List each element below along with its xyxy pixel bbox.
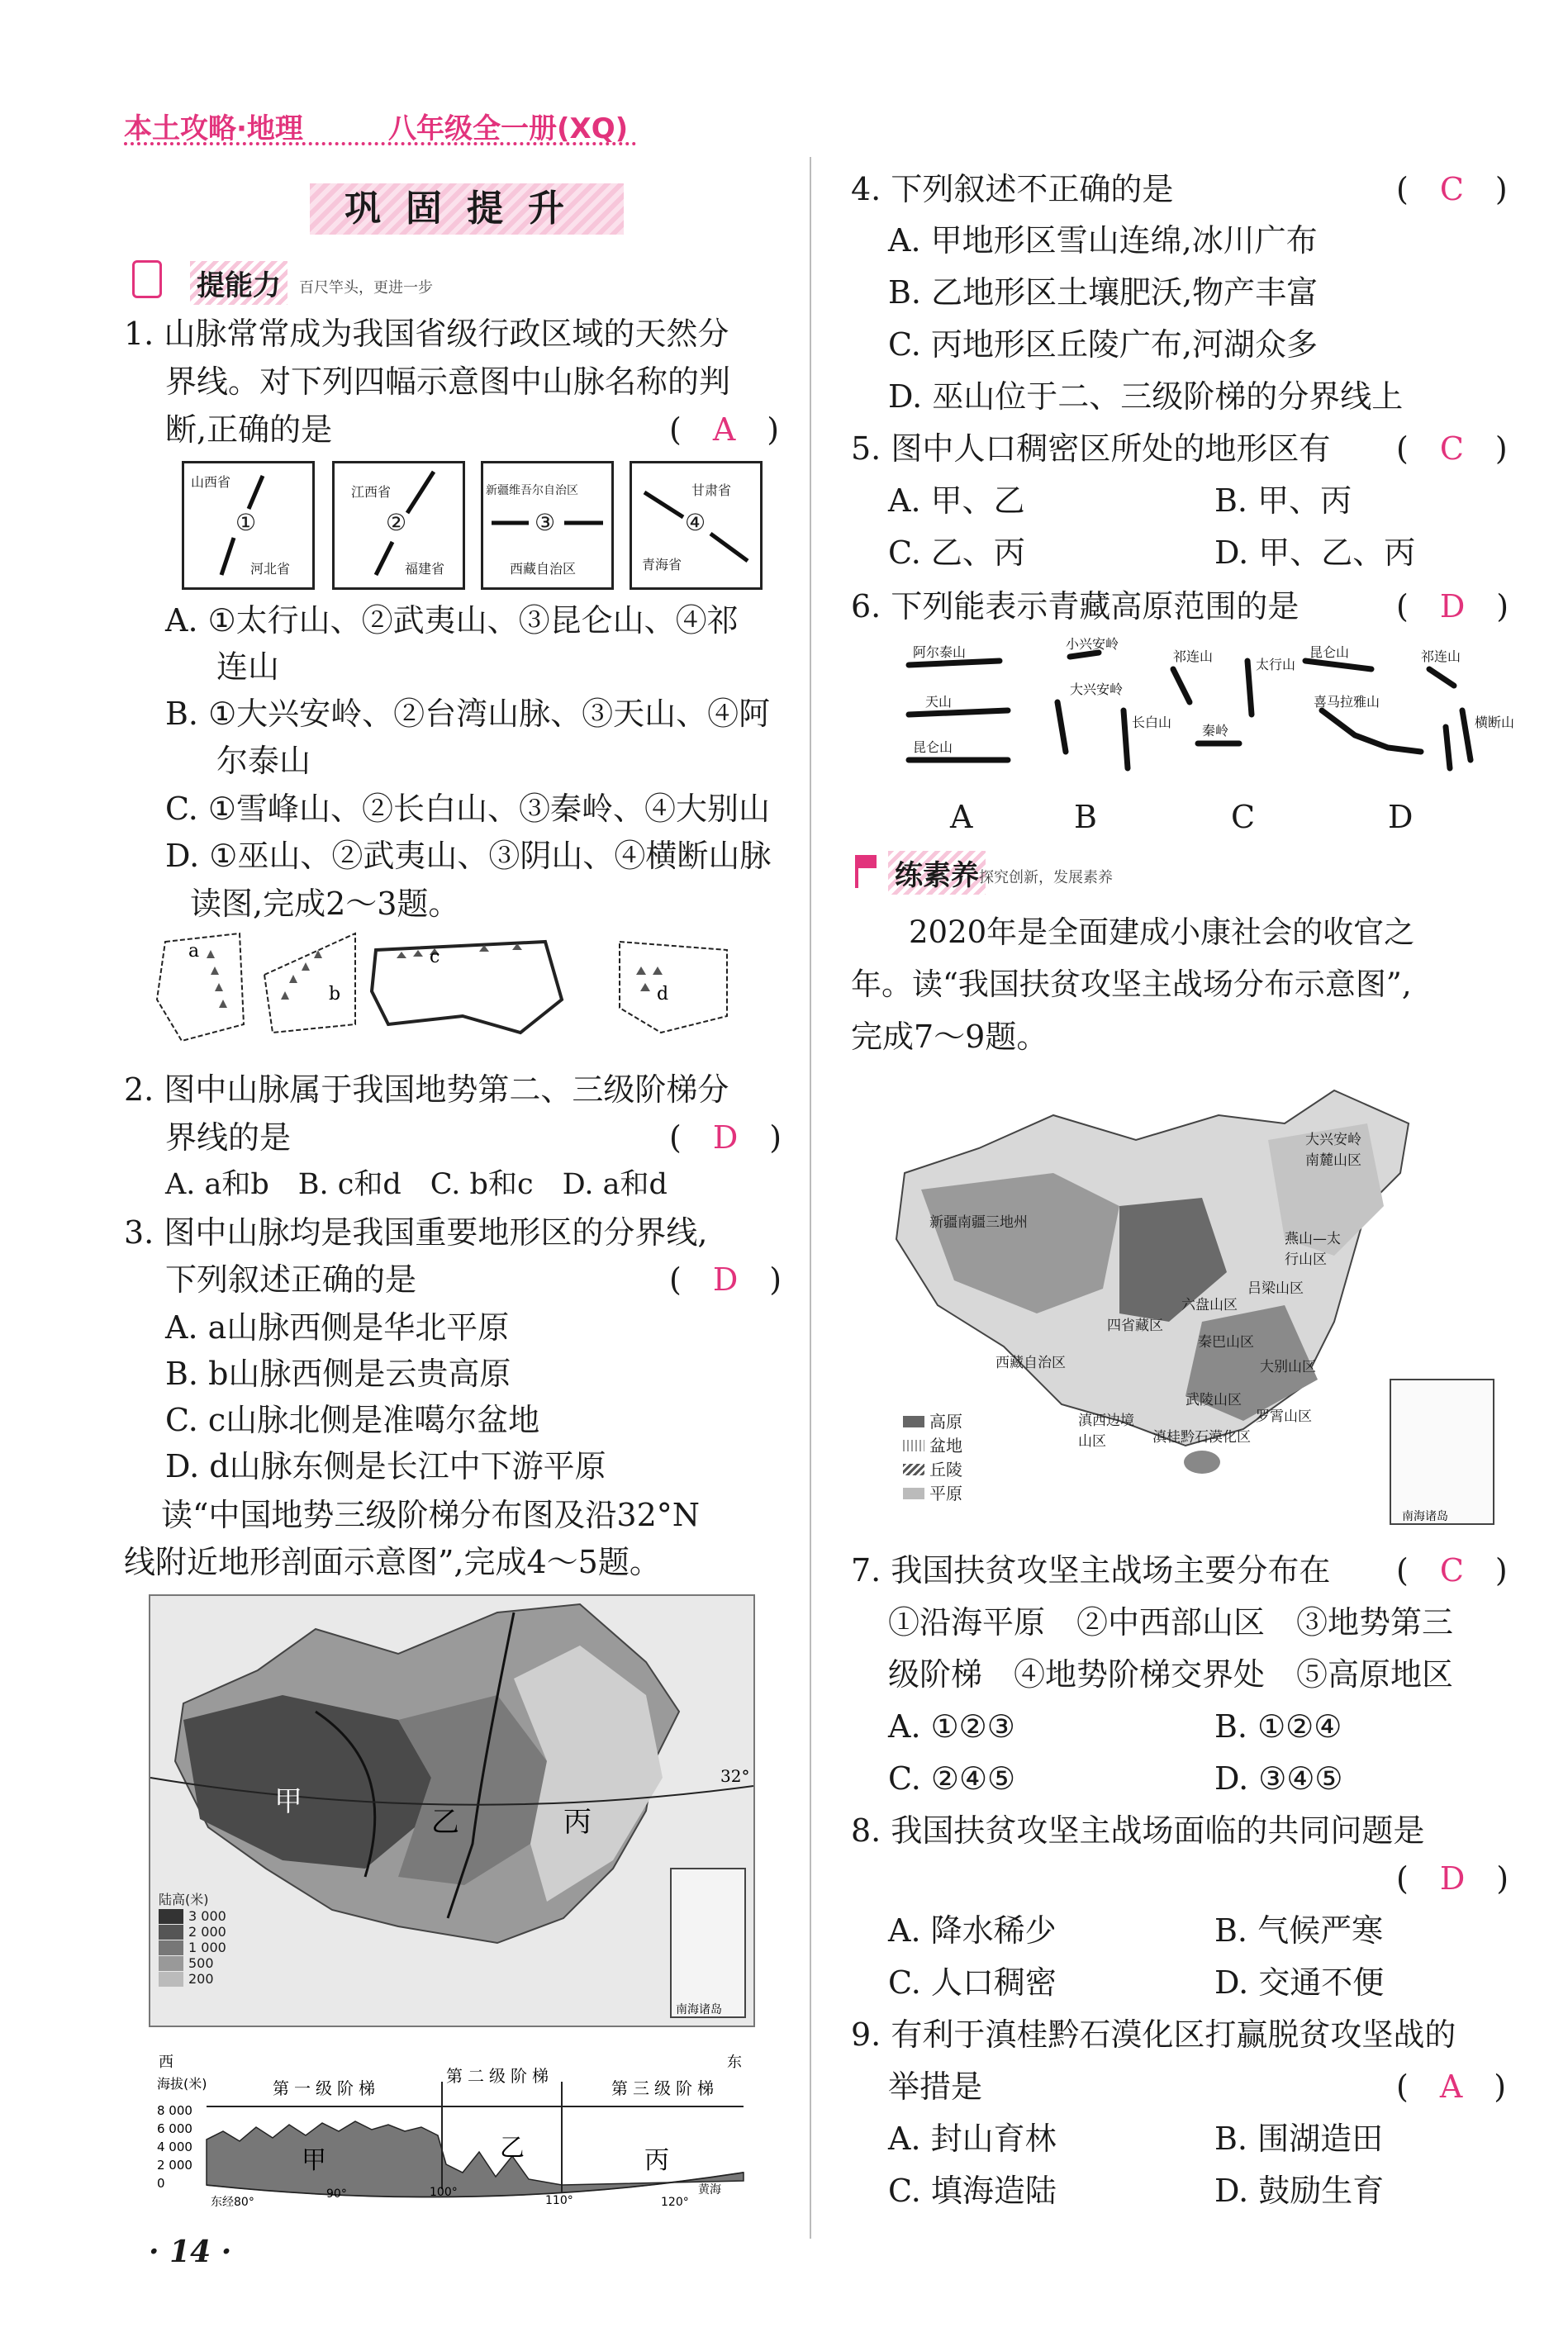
profile-y-2000: 2 000 bbox=[157, 2158, 192, 2173]
terrain-label-bing: 丙 bbox=[563, 1806, 592, 1839]
poverty-inset-label: 南海诸岛 bbox=[1402, 1510, 1448, 1523]
q1-fig1-num: ① bbox=[235, 509, 257, 536]
profile-x-120: 120° bbox=[661, 2196, 689, 2209]
map-letter-b: b bbox=[329, 984, 341, 1005]
q4-option-a: A. 甲地形区雪山连绵,冰川广布 bbox=[888, 222, 1318, 259]
q6-a-label-1: 阿尔泰山 bbox=[913, 644, 967, 660]
q1-stem-2: 界线。对下列四幅示意图中山脉名称的判 bbox=[165, 363, 731, 400]
tag-tinengli-sub: 百尺竿头，更进一步 bbox=[299, 279, 433, 297]
q6-b-label-2: 大兴安岭 bbox=[1070, 682, 1124, 697]
q1-option-d: D. ①巫山、②武夷山、③阴山、④横断山脉 bbox=[165, 838, 772, 874]
q6-d-label-4: 横断山 bbox=[1475, 715, 1515, 730]
q9-answer-bracket: ( A ) bbox=[1396, 2068, 1507, 2105]
q7-answer: C bbox=[1439, 1552, 1464, 1589]
profile-y-8000: 8 000 bbox=[157, 2103, 192, 2118]
page-number: · 14 · bbox=[149, 2235, 232, 2269]
q6-figures bbox=[892, 636, 1515, 785]
q2-answer-bracket: ( D ) bbox=[669, 1119, 782, 1156]
q1-option-a-1: A. ①太行山、②武夷山、③昆仑山、④祁 bbox=[165, 602, 739, 639]
profile-y-4000: 4 000 bbox=[157, 2140, 192, 2154]
q3-option-c: C. c山脉北侧是准噶尔盆地 bbox=[165, 1402, 540, 1438]
region-6: 四省藏区 bbox=[1107, 1318, 1163, 1334]
intro-7-9-3: 完成7～9题。 bbox=[851, 1019, 1048, 1055]
terrain-legend-3: 1 000 bbox=[188, 1940, 226, 1955]
profile-step-1: 第一级阶梯 bbox=[273, 2078, 380, 2098]
q1-fig2-tl: 江西省 bbox=[351, 484, 392, 500]
header-underline bbox=[124, 142, 636, 145]
q9-option-b: B. 围湖造田 bbox=[1214, 2121, 1384, 2157]
profile-zone-jia: 甲 bbox=[302, 2146, 326, 2175]
terrain-legend-5: 200 bbox=[188, 1971, 214, 1987]
poverty-legend-1: 高原 bbox=[929, 1412, 962, 1432]
q7-answer-bracket: ( C ) bbox=[1396, 1552, 1508, 1589]
tag-liansuyang: 练素养 bbox=[888, 851, 986, 895]
q1-option-b-1: B. ①大兴安岭、②台湾山脉、③天山、④阿 bbox=[165, 696, 771, 732]
q5-stem: 5. 图中人口稠密区所处的地形区有 bbox=[851, 430, 1331, 467]
q3-answer-bracket: ( D ) bbox=[669, 1261, 782, 1298]
region-5: 六盘山区 bbox=[1181, 1297, 1238, 1313]
q8-option-a: A. 降水稀少 bbox=[888, 1912, 1057, 1949]
q3-stem-2: 下列叙述正确的是 bbox=[165, 1261, 417, 1298]
q2-answer: D bbox=[712, 1119, 739, 1156]
terrain-map bbox=[149, 1594, 755, 2027]
q6-choice-a: A bbox=[950, 799, 973, 835]
q6-d-label-2: 祁连山 bbox=[1421, 648, 1461, 664]
q6-stem: 6. 下列能表示青藏高原范围的是 bbox=[851, 588, 1300, 625]
q1-fig2-num: ② bbox=[386, 509, 407, 536]
terrain-label-jia: 甲 bbox=[274, 1785, 302, 1818]
region-3: 燕山—太行山区 bbox=[1285, 1231, 1341, 1268]
q6-answer: D bbox=[1439, 588, 1466, 625]
q8-option-d: D. 交通不便 bbox=[1214, 1964, 1385, 2001]
q7-option-d: D. ③④⑤ bbox=[1214, 1760, 1343, 1797]
terrain-legend-title: 陆高(米) bbox=[159, 1892, 209, 1907]
map-letter-c: c bbox=[430, 947, 440, 967]
profile-x-90: 90° bbox=[326, 2187, 347, 2201]
q6-a-label-2: 天山 bbox=[925, 694, 953, 710]
profile-ylabel: 海拔(米) bbox=[157, 2076, 207, 2092]
terrain-legend-2: 2 000 bbox=[188, 1924, 226, 1940]
q8-stem: 8. 我国扶贫攻坚主战场面临的共同问题是 bbox=[851, 1812, 1425, 1849]
elevation-profile bbox=[149, 2049, 760, 2214]
q5-answer-bracket: ( C ) bbox=[1396, 430, 1508, 467]
q1-fig4-br: 青海省 bbox=[642, 557, 682, 572]
q3-option-a: A. a山脉西侧是华北平原 bbox=[165, 1309, 510, 1346]
q6-b-label-1: 小兴安岭 bbox=[1066, 636, 1119, 652]
profile-west: 西 bbox=[159, 2054, 173, 2071]
q4-option-c: C. 丙地形区丘陵广布,河湖众多 bbox=[888, 326, 1318, 363]
q6-choice-d: D bbox=[1388, 799, 1414, 835]
q1-stem-1: 1. 山脉常常成为我国省级行政区域的天然分 bbox=[124, 316, 729, 352]
q7-stem: 7. 我国扶贫攻坚主战场主要分布在 bbox=[851, 1552, 1331, 1589]
q7-items-1: ①沿海平原 ②中西部山区 ③地势第三 bbox=[888, 1604, 1454, 1641]
region-10: 武陵山区 bbox=[1186, 1392, 1242, 1408]
q5-option-c: C. 乙、丙 bbox=[888, 534, 1025, 571]
q6-d-label-1: 昆仑山 bbox=[1309, 644, 1350, 660]
q1-fig3-num: ③ bbox=[535, 509, 556, 536]
q9-stem-1: 9. 有利于滇桂黔石漠化区打赢脱贫攻坚战的 bbox=[851, 2016, 1456, 2053]
tag-heart-icon bbox=[132, 260, 162, 298]
q9-option-a: A. 封山育林 bbox=[888, 2121, 1057, 2157]
q1-fig1-tl: 山西省 bbox=[191, 474, 231, 490]
profile-x-80: 东经80° bbox=[211, 2196, 254, 2209]
map-letter-a: a bbox=[188, 941, 200, 962]
q4-answer: C bbox=[1439, 171, 1464, 207]
q6-c-label-2: 太行山 bbox=[1256, 657, 1296, 672]
terrain-legend-1: 3 000 bbox=[188, 1908, 226, 1924]
q1-fig2-br: 福建省 bbox=[405, 561, 445, 577]
q5-answer: C bbox=[1439, 430, 1464, 467]
intro-2-3: 读图,完成2～3题。 bbox=[190, 886, 460, 922]
poverty-map bbox=[872, 1074, 1499, 1536]
q2-stem-2: 界线的是 bbox=[165, 1119, 292, 1156]
region-7: 秦巴山区 bbox=[1198, 1334, 1254, 1351]
q6-c-label-3: 秦岭 bbox=[1202, 723, 1229, 739]
q7-option-a: A. ①②③ bbox=[888, 1708, 1015, 1745]
intro-7-9-1: 2020年是全面建成小康社会的收官之 bbox=[909, 914, 1415, 950]
region-9: 大别山区 bbox=[1260, 1359, 1316, 1375]
profile-step-2: 第二级阶梯 bbox=[446, 2066, 554, 2086]
region-1: 大兴安岭南麓山区 bbox=[1305, 1132, 1361, 1169]
profile-zone-yi: 乙 bbox=[500, 2134, 525, 2163]
q1-figure-2 bbox=[332, 461, 465, 590]
q1-stem-3: 断,正确的是 bbox=[165, 411, 333, 448]
q4-option-d: D. 巫山位于二、三级阶梯的分界线上 bbox=[888, 378, 1404, 415]
q9-option-d: D. 鼓励生育 bbox=[1214, 2173, 1385, 2209]
section-title: 巩固提升 bbox=[310, 183, 624, 235]
q2-3-mountain-maps bbox=[149, 925, 744, 1049]
poverty-legend-2: 盆地 bbox=[929, 1436, 962, 1456]
tag-tinengli: 提能力 bbox=[190, 261, 287, 305]
header-book-title: 本土攻略·地理 bbox=[124, 112, 303, 145]
q6-b-label-3: 长白山 bbox=[1132, 715, 1172, 730]
profile-x-100: 100° bbox=[430, 2186, 458, 2199]
profile-x-110: 110° bbox=[545, 2194, 573, 2207]
region-2: 新疆南疆三地州 bbox=[929, 1214, 1028, 1231]
q5-option-a: A. 甲、乙 bbox=[888, 482, 1025, 519]
q7-option-b: B. ①②④ bbox=[1214, 1708, 1342, 1745]
profile-east: 东 bbox=[727, 2054, 742, 2071]
map-letter-d: d bbox=[657, 984, 669, 1005]
q5-option-b: B. 甲、丙 bbox=[1214, 482, 1352, 519]
column-divider bbox=[810, 157, 811, 2239]
q2-options: A. a和b B. c和d C. b和c D. a和d bbox=[165, 1168, 668, 1201]
q1-option-b-2: 尔泰山 bbox=[216, 743, 311, 779]
q8-option-b: B. 气候严寒 bbox=[1214, 1912, 1384, 1949]
q1-answer: A bbox=[712, 411, 736, 448]
profile-y-6000: 6 000 bbox=[157, 2121, 192, 2136]
q8-option-c: C. 人口稠密 bbox=[888, 1964, 1057, 2001]
q6-choice-b: B bbox=[1074, 799, 1097, 835]
profile-sea: 黄海 bbox=[698, 2183, 721, 2197]
terrain-legend-4: 500 bbox=[188, 1955, 214, 1971]
q1-fig1-br: 河北省 bbox=[250, 561, 291, 577]
q5-option-d: D. 甲、乙、丙 bbox=[1214, 534, 1416, 571]
profile-zone-bing: 丙 bbox=[644, 2146, 669, 2175]
profile-step-3: 第三级阶梯 bbox=[611, 2078, 719, 2098]
poverty-legend-3: 丘陵 bbox=[929, 1460, 962, 1479]
q1-figure-4 bbox=[630, 461, 763, 590]
poverty-legend-4: 平原 bbox=[929, 1484, 962, 1503]
terrain-inset-label: 南海诸岛 bbox=[676, 2003, 722, 2016]
q3-option-d: D. d山脉东侧是长江中下游平原 bbox=[165, 1448, 606, 1484]
region-8: 西藏自治区 bbox=[995, 1355, 1066, 1371]
q3-option-b: B. b山脉西侧是云贵高原 bbox=[165, 1356, 511, 1392]
region-4: 吕梁山区 bbox=[1247, 1280, 1304, 1297]
region-13: 滇桂黔石漠化区 bbox=[1152, 1429, 1251, 1446]
terrain-label-yi: 乙 bbox=[431, 1806, 459, 1839]
q4-stem-text: 4. 下列叙述不正确的是 bbox=[851, 171, 1174, 207]
q3-answer: D bbox=[712, 1261, 739, 1298]
q1-figure-1 bbox=[182, 461, 315, 590]
q1-fig3-tl: 新疆维吾尔自治区 bbox=[486, 484, 578, 497]
q7-items-2: 级阶梯 ④地势阶梯交界处 ⑤高原地区 bbox=[888, 1656, 1454, 1693]
q6-choice-c: C bbox=[1231, 799, 1256, 835]
q6-c-label-1: 祁连山 bbox=[1173, 648, 1214, 664]
q6-a-label-3: 昆仑山 bbox=[913, 739, 953, 755]
poverty-legend bbox=[903, 1408, 962, 1504]
tag-flag-icon bbox=[855, 855, 881, 888]
region-11: 罗霄山区 bbox=[1256, 1408, 1312, 1425]
intro-7-9-2: 年。读“我国扶贫攻坚主战场分布示意图”, bbox=[851, 967, 1412, 1002]
q6-answer-bracket: ( D ) bbox=[1396, 588, 1509, 625]
terrain-legend bbox=[159, 1889, 249, 1987]
q9-option-c: C. 填海造陆 bbox=[888, 2173, 1057, 2209]
q8-answer-bracket: ( D ) bbox=[1396, 1860, 1509, 1897]
q1-fig4-tl: 甘肃省 bbox=[691, 482, 732, 498]
q1-figure-3 bbox=[481, 461, 614, 590]
profile-y-0: 0 bbox=[157, 2176, 165, 2191]
q2-stem-1: 2. 图中山脉属于我国地势第二、三级阶梯分 bbox=[124, 1071, 729, 1108]
header-grade: 八年级全一册(XQ) bbox=[388, 112, 629, 145]
q8-answer: D bbox=[1439, 1860, 1466, 1897]
intro-4-5-1: 读“中国地势三级阶梯分布图及沿32°N bbox=[161, 1497, 701, 1533]
q4-option-b: B. 乙地形区土壤肥沃,物产丰富 bbox=[888, 274, 1319, 311]
q6-d-label-3: 喜马拉雅山 bbox=[1314, 694, 1380, 710]
q9-answer: A bbox=[1439, 2068, 1463, 2105]
q3-stem-1: 3. 图中山脉均是我国重要地形区的分界线, bbox=[124, 1214, 708, 1251]
q1-option-c: C. ①雪峰山、②长白山、③秦岭、④大别山 bbox=[165, 791, 770, 827]
q1-answer-bracket: ( A ) bbox=[669, 411, 780, 448]
region-12: 滇西边境山区 bbox=[1078, 1413, 1134, 1450]
q9-stem-2: 举措是 bbox=[888, 2068, 983, 2105]
q4-stem bbox=[851, 165, 1173, 213]
q7-option-c: C. ②④⑤ bbox=[888, 1760, 1016, 1797]
q1-fig4-num: ④ bbox=[685, 509, 706, 536]
q1-option-a-2: 连山 bbox=[216, 648, 280, 685]
intro-4-5-2: 线附近地形剖面示意图”,完成4～5题。 bbox=[124, 1544, 661, 1580]
q1-fig3-br: 西藏自治区 bbox=[510, 561, 577, 577]
q4-answer-bracket: ( C ) bbox=[1396, 171, 1508, 207]
tag-liansuyang-sub: 探究创新，发展素养 bbox=[979, 869, 1113, 886]
terrain-lat-label: 32° bbox=[720, 1766, 750, 1786]
